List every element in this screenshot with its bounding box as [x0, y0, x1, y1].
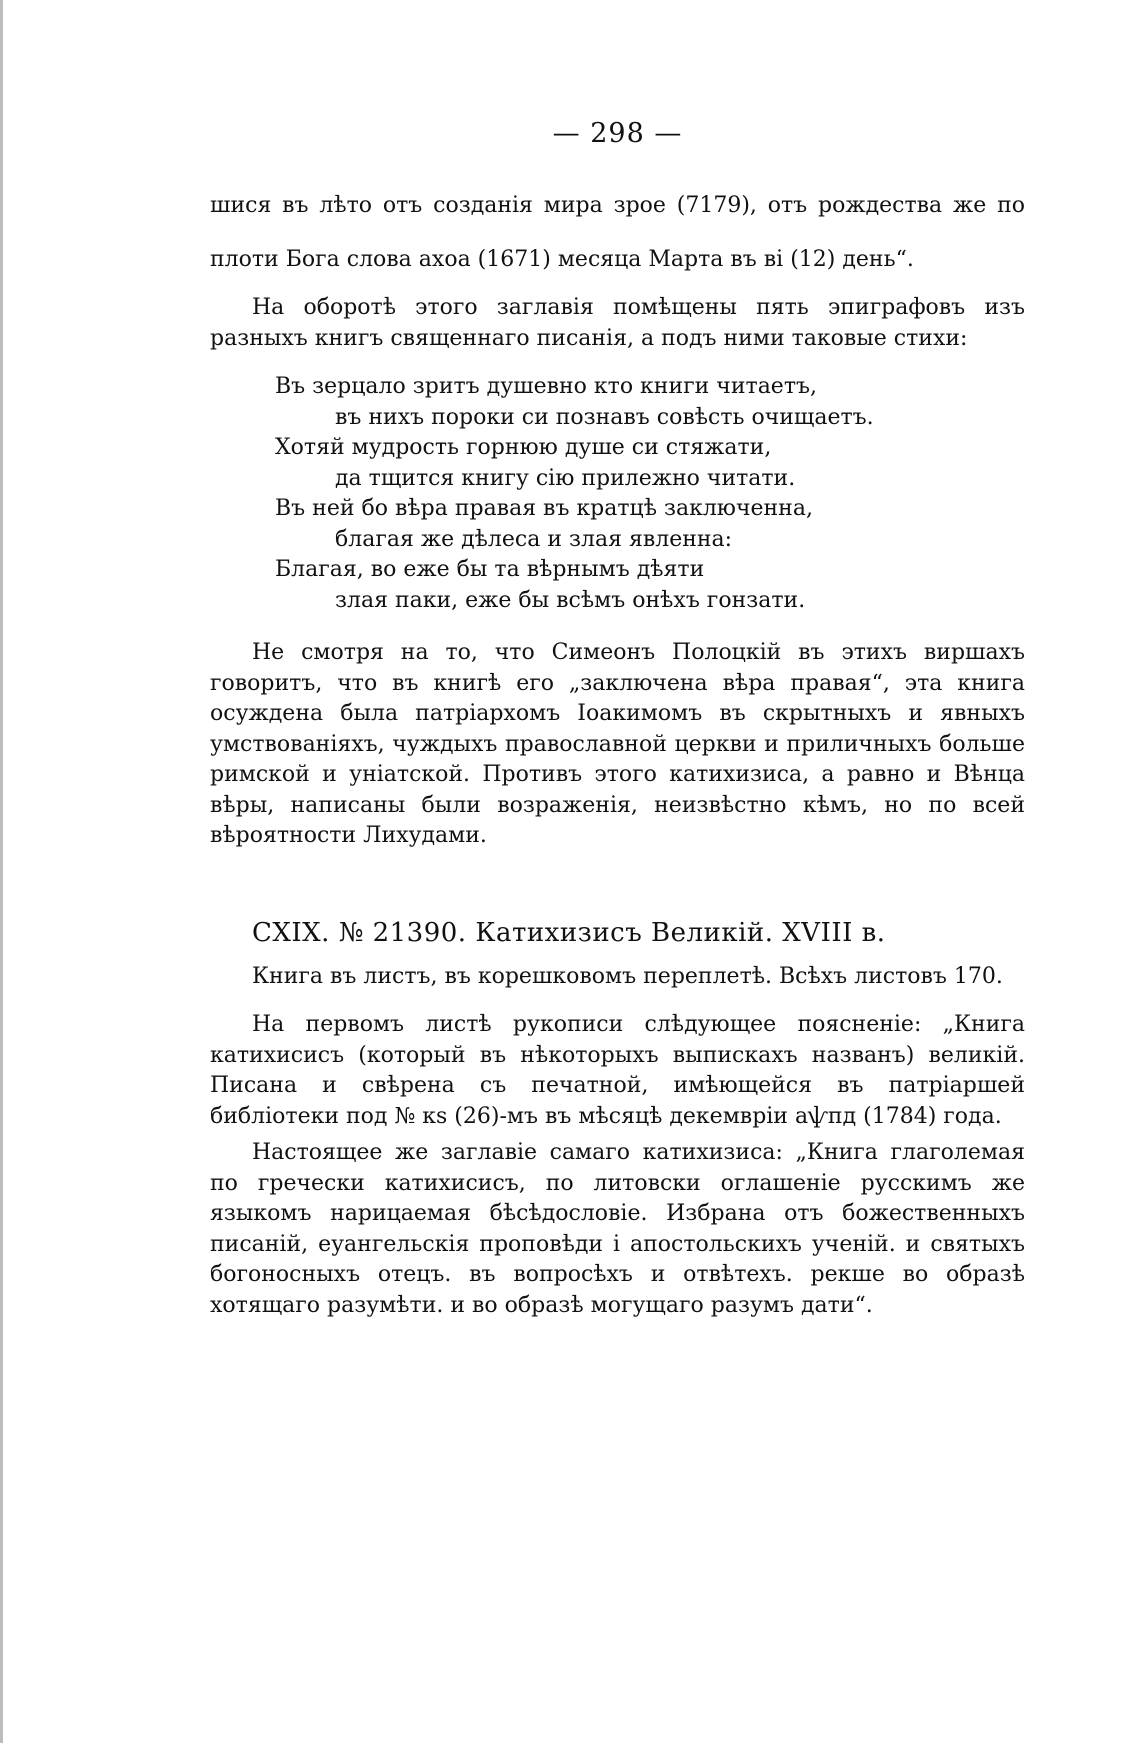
first-sheet-paragraph: На первомъ листѣ рукописи слѣдующее поясненіе: „Книга катихисисъ (который въ нѣкоторыхъ выпискахъ названъ) великій. Писана и свѣрена съ печатной, имѣющейся въ патріаршей библіотеки под № кѕ (26)-мъ въ мѣсяцѣ декемврiи аѱпд (1784) года. [210, 1012, 1025, 1129]
simeon-paragraph: Не смотря на то, что Симеонъ Полоцкій въ этихъ виршахъ говоритъ, что въ книгѣ его „заключена вѣра правая“, эта книга осуждена была патріархомъ Іоакимомъ въ скрытныхъ и явныхъ умствованіяхъ, чуждыхъ православной церкви и приличныхъ больше римской и уніатской. Противъ этого катихизиса, а равно и Вѣнца вѣры, написаны были возраженія, неизвѣстно кѣмъ, но по всей вѣроятности Лихудами. [210, 640, 1025, 848]
verse-line: Хотяй мудрость горнюю душе си стяжати, [275, 435, 772, 460]
section-heading: CXIX. № 21390. Катихизисъ Великій. XVIII в. [252, 917, 886, 948]
verse-block [210, 372, 1025, 616]
title-paragraph: Настоящее же заглавіе самаго катихизиса: „Книга глаголемая по гречески катихисисъ, по литовски оглашеніе русскимъ же языкомъ нарицаемая бѣсѣдословіе. Избрана отъ божественныхъ писаній, еуангельскія проповѣди і апостольскихъ ученій. и святыхъ богоносныхъ отецъ. въ вопросѣхъ и отвѣтехъ. рекше во образѣ хотящаго разумѣти. и во образѣ могущаго разумъ дати“. [210, 1140, 1025, 1318]
book-description: Книга въ листъ, въ корешковомъ переплетѣ. Всѣхъ листовъ 170. [252, 963, 1003, 989]
page-number: — 298 — [552, 118, 683, 149]
page-edge-line [0, 0, 3, 1743]
verse-line: Благая, во еже бы та вѣрнымъ дѣяти [275, 557, 705, 582]
epigraph-paragraph: На оборотѣ этого заглавія помѣщены пять эпиграфовъ изъ разныхъ книгъ священнаго писанія, а подъ ними таковые стихи: [210, 295, 1025, 351]
verse-line: да тщится книгу сію прилежно читати. [335, 465, 796, 491]
opening-paragraph: шися въ лѣто отъ созданія мира зрое (7179), отъ рождества же по плоти Бога слова ахоа (1671) месяца Марта въ ві (12) день“. [210, 193, 1025, 272]
verse-line: благая же дѣлеса и злая явленна: [335, 526, 733, 552]
book-page [210, 118, 1025, 1321]
verse-line: Въ зерцало зритъ душевно кто книги читаетъ, [275, 374, 817, 399]
verse-line: Въ ней бо вѣра правая въ кратцѣ заключенна, [275, 496, 813, 521]
verse-line: въ нихъ пороки си познавъ совѣсть очищаетъ. [335, 404, 874, 430]
verse-line: злая паки, еже бы всѣмъ онѣхъ гонзати. [335, 587, 806, 613]
